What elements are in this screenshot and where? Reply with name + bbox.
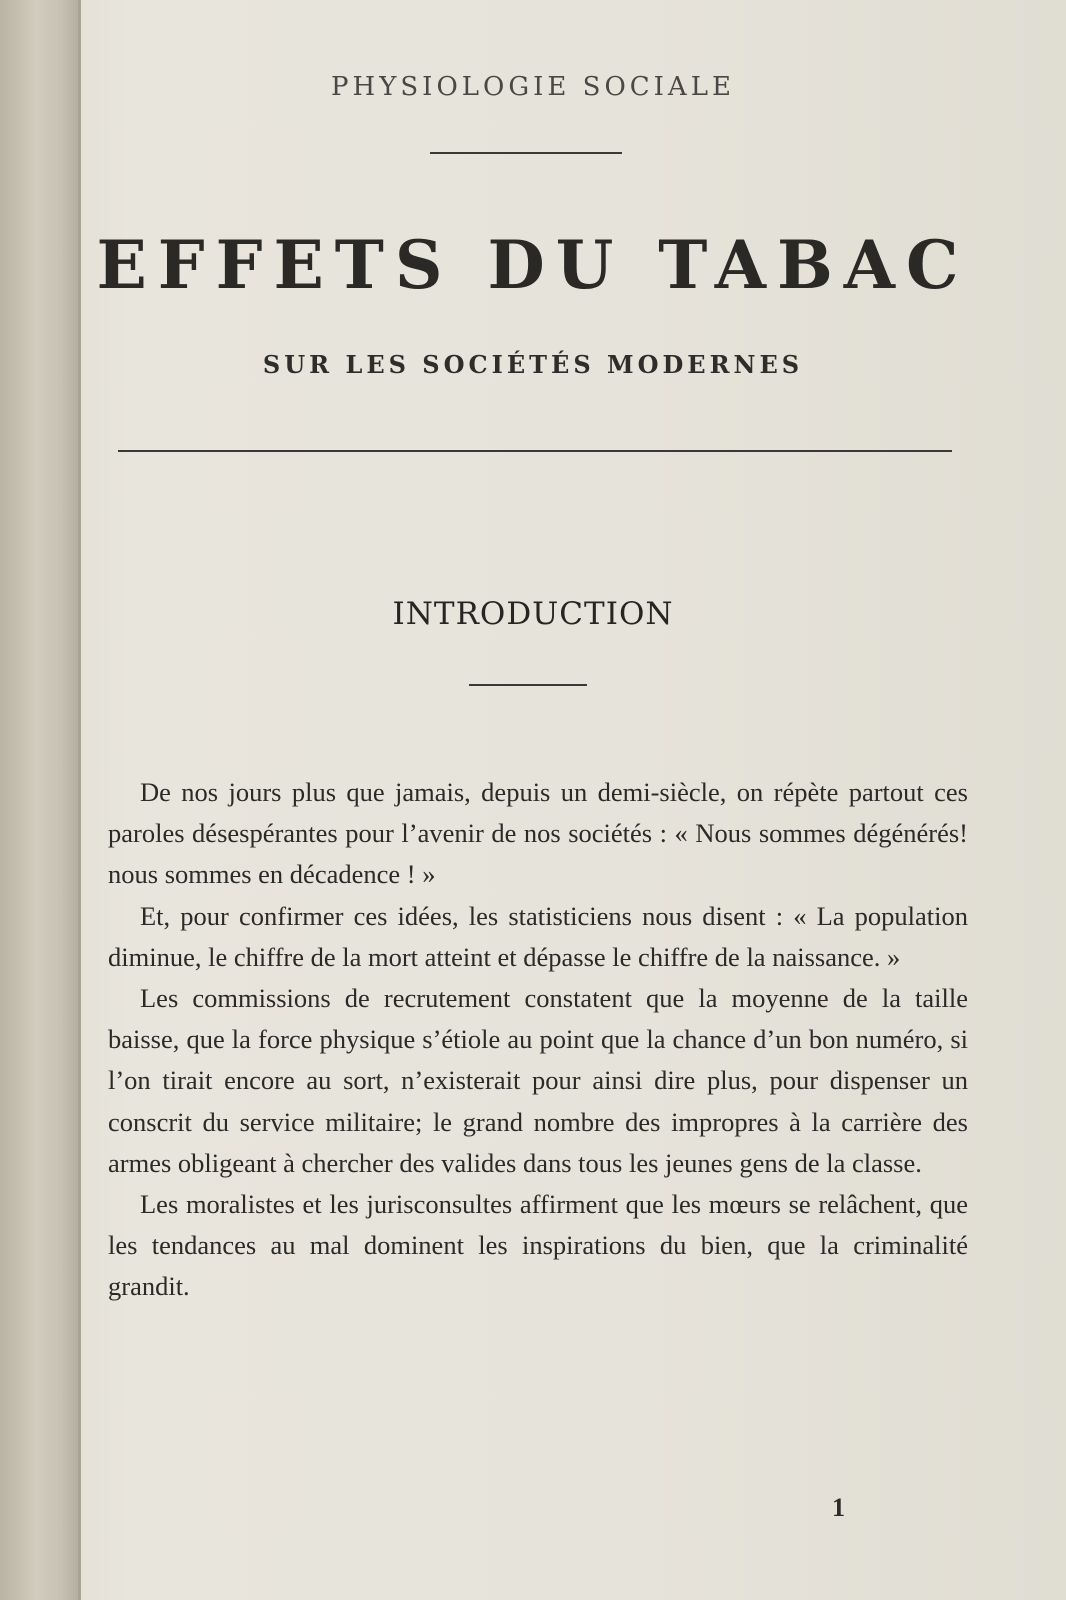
page-number: 1 bbox=[832, 1493, 845, 1522]
title-divider bbox=[118, 450, 952, 452]
paragraph-3: Les commissions de recrutement constatent que la moyenne de la taille baisse, que la force physique s’étiole au point que la chance d’un bon numéro, si l’on tirait encore au sort, n’existerait pour ainsi dire plus, pour dispenser un conscrit du service militaire; le grand nombre des impropres à la carrière des armes obligeant à chercher des valides dans tous les jeunes gens de la classe. bbox=[108, 983, 968, 1178]
page-subtitle: SUR LES SOCIÉTÉS MODERNES bbox=[262, 350, 804, 379]
running-head: PHYSIOLOGIE SOCIALE bbox=[331, 72, 735, 102]
paragraph-2: Et, pour confirmer ces idées, les statisticiens nous disent : « La population diminue, le chiffre de la mort atteint et dépasse le chiffre de la naissance. » bbox=[108, 900, 968, 972]
body-text bbox=[108, 772, 968, 1308]
page-title: EFFETS DU TABAC bbox=[96, 226, 970, 304]
paragraph-1: De nos jours plus que jamais, depuis un demi-siècle, on répète partout ces paroles désespérantes pour l’avenir de nos sociétés : « Nous sommes dégénérés! nous sommes en décadence ! » bbox=[108, 777, 968, 890]
paragraph-4: Les moralistes et les jurisconsultes affirment que les mœurs se relâchent, que les tendances au mal dominent les inspirations du bien, que la criminalité grandit. bbox=[108, 1189, 968, 1302]
section-rule bbox=[469, 684, 587, 686]
top-rule bbox=[430, 152, 622, 154]
section-heading: INTRODUCTION bbox=[392, 596, 674, 632]
